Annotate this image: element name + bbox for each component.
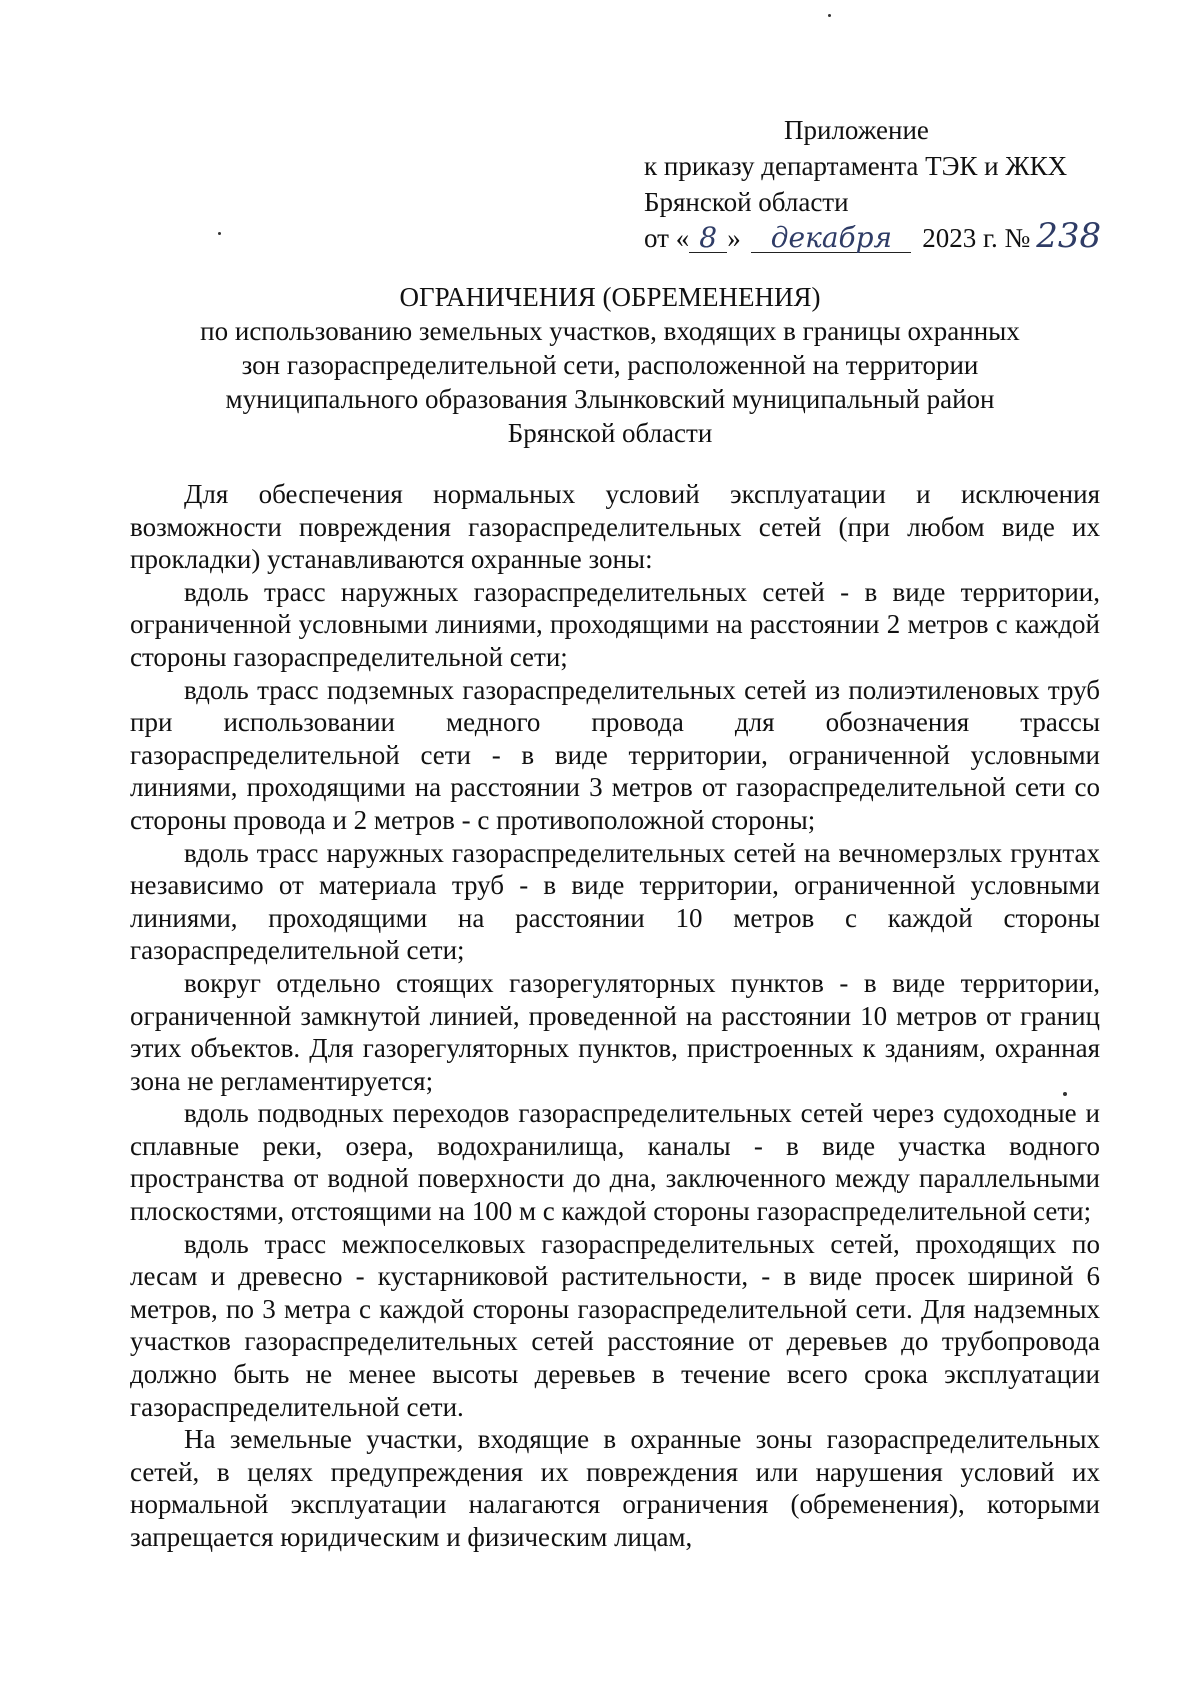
body-paragraph: вдоль трасс подземных газораспределительных сетей из полиэтиленовых труб при использовании медного провода для обозначения трассы газораспределительной сети - в виде территории, ограниченной условными линиями, проходящими на расстоянии 3 метров от газораспределительной сети со стороны провода и 2 метров - с противоположной стороны; <box>130 674 1100 835</box>
body-paragraph: Для обеспечения нормальных условий эксплуатации и исключения возможности повреждения газораспределительных сетей (при любом виде их прокладки) устанавливаются охранные зоны: <box>130 479 1100 575</box>
annex-date-line <box>644 216 1102 256</box>
title-subline: муниципального образования Злынковский муниципальный район <box>225 384 995 414</box>
body-paragraph: вдоль трасс межпоселковых газораспределительных сетей, проходящих по лесам и древесно - кустарниковой растительности, - в виде просек шириной 6 метров, по 3 метра с каждой стороны газораспределительной сети. Для надземных участков газораспределительных сетей расстояние от деревьев до трубопровода должно быть не менее высоты деревьев в течение всего срока эксплуатации газораспределительной сети. <box>130 1228 1100 1422</box>
date-year: 2023 г. № <box>922 223 1031 253</box>
scan-speck <box>218 232 221 235</box>
body-paragraph: вдоль трасс наружных газораспределительных сетей на вечномерзлых грунтах независимо от материала труб - в виде территории, ограниченной условными линиями, проходящими на расстоянии 10 метров с каждой стороны газораспределительной сети; <box>130 837 1100 966</box>
title-main: ОГРАНИЧЕНИЯ (ОБРЕМЕНЕНИЯ) <box>399 282 821 312</box>
annex-region: Брянской области <box>644 187 849 217</box>
title-subline: по использованию земельных участков, входящих в границы охранных <box>200 316 1020 346</box>
title-subline: Брянской области <box>507 418 713 448</box>
date-prefix: от « <box>644 223 690 253</box>
body-paragraph: На земельные участки, входящие в охранные зоны газораспределительных сетей, в целях предупреждения их повреждения или нарушения условий их нормальной эксплуатации налагаются ограничения (обременения), которыми запрещается юридическим и физическим лицам, <box>130 1424 1100 1552</box>
body-paragraph: вокруг отдельно стоящих газорегуляторных пунктов - в виде территории, ограниченной замкнутой линией, проведенной на расстоянии 10 метров от границ этих объектов. Для газорегуляторных пунктов, пристроенных к зданиям, охранная зона не регламентируется; <box>130 967 1100 1096</box>
handwritten-day: 8 <box>689 224 727 253</box>
title-subline: зон газораспределительной сети, расположенной на территории <box>241 350 979 380</box>
scan-speck <box>828 14 831 17</box>
annex-title: Приложение <box>784 115 929 145</box>
annex-order-ref: к приказу департамента ТЭК и ЖКХ <box>644 151 1068 181</box>
handwritten-month: декабря <box>751 224 911 253</box>
annex-header <box>644 112 1101 256</box>
date-suffix: » <box>727 223 741 253</box>
document-body <box>130 478 1100 1554</box>
handwritten-order-number: 238 <box>1036 216 1102 256</box>
document-title <box>130 280 1090 450</box>
body-paragraph: вдоль подводных переходов газораспределительных сетей через судоходные и сплавные реки, озера, водохранилища, каналы - в виде участка водного пространства от водной поверхности до дна, заключенного между параллельными плоскостями, отстоящими на 100 м с каждой стороны газораспределительной сети; <box>130 1098 1100 1227</box>
body-paragraph: вдоль трасс наружных газораспределительных сетей - в виде территории, ограниченной условными линиями, проходящими на расстоянии 2 метров с каждой стороны газораспределительной сети; <box>130 576 1100 672</box>
